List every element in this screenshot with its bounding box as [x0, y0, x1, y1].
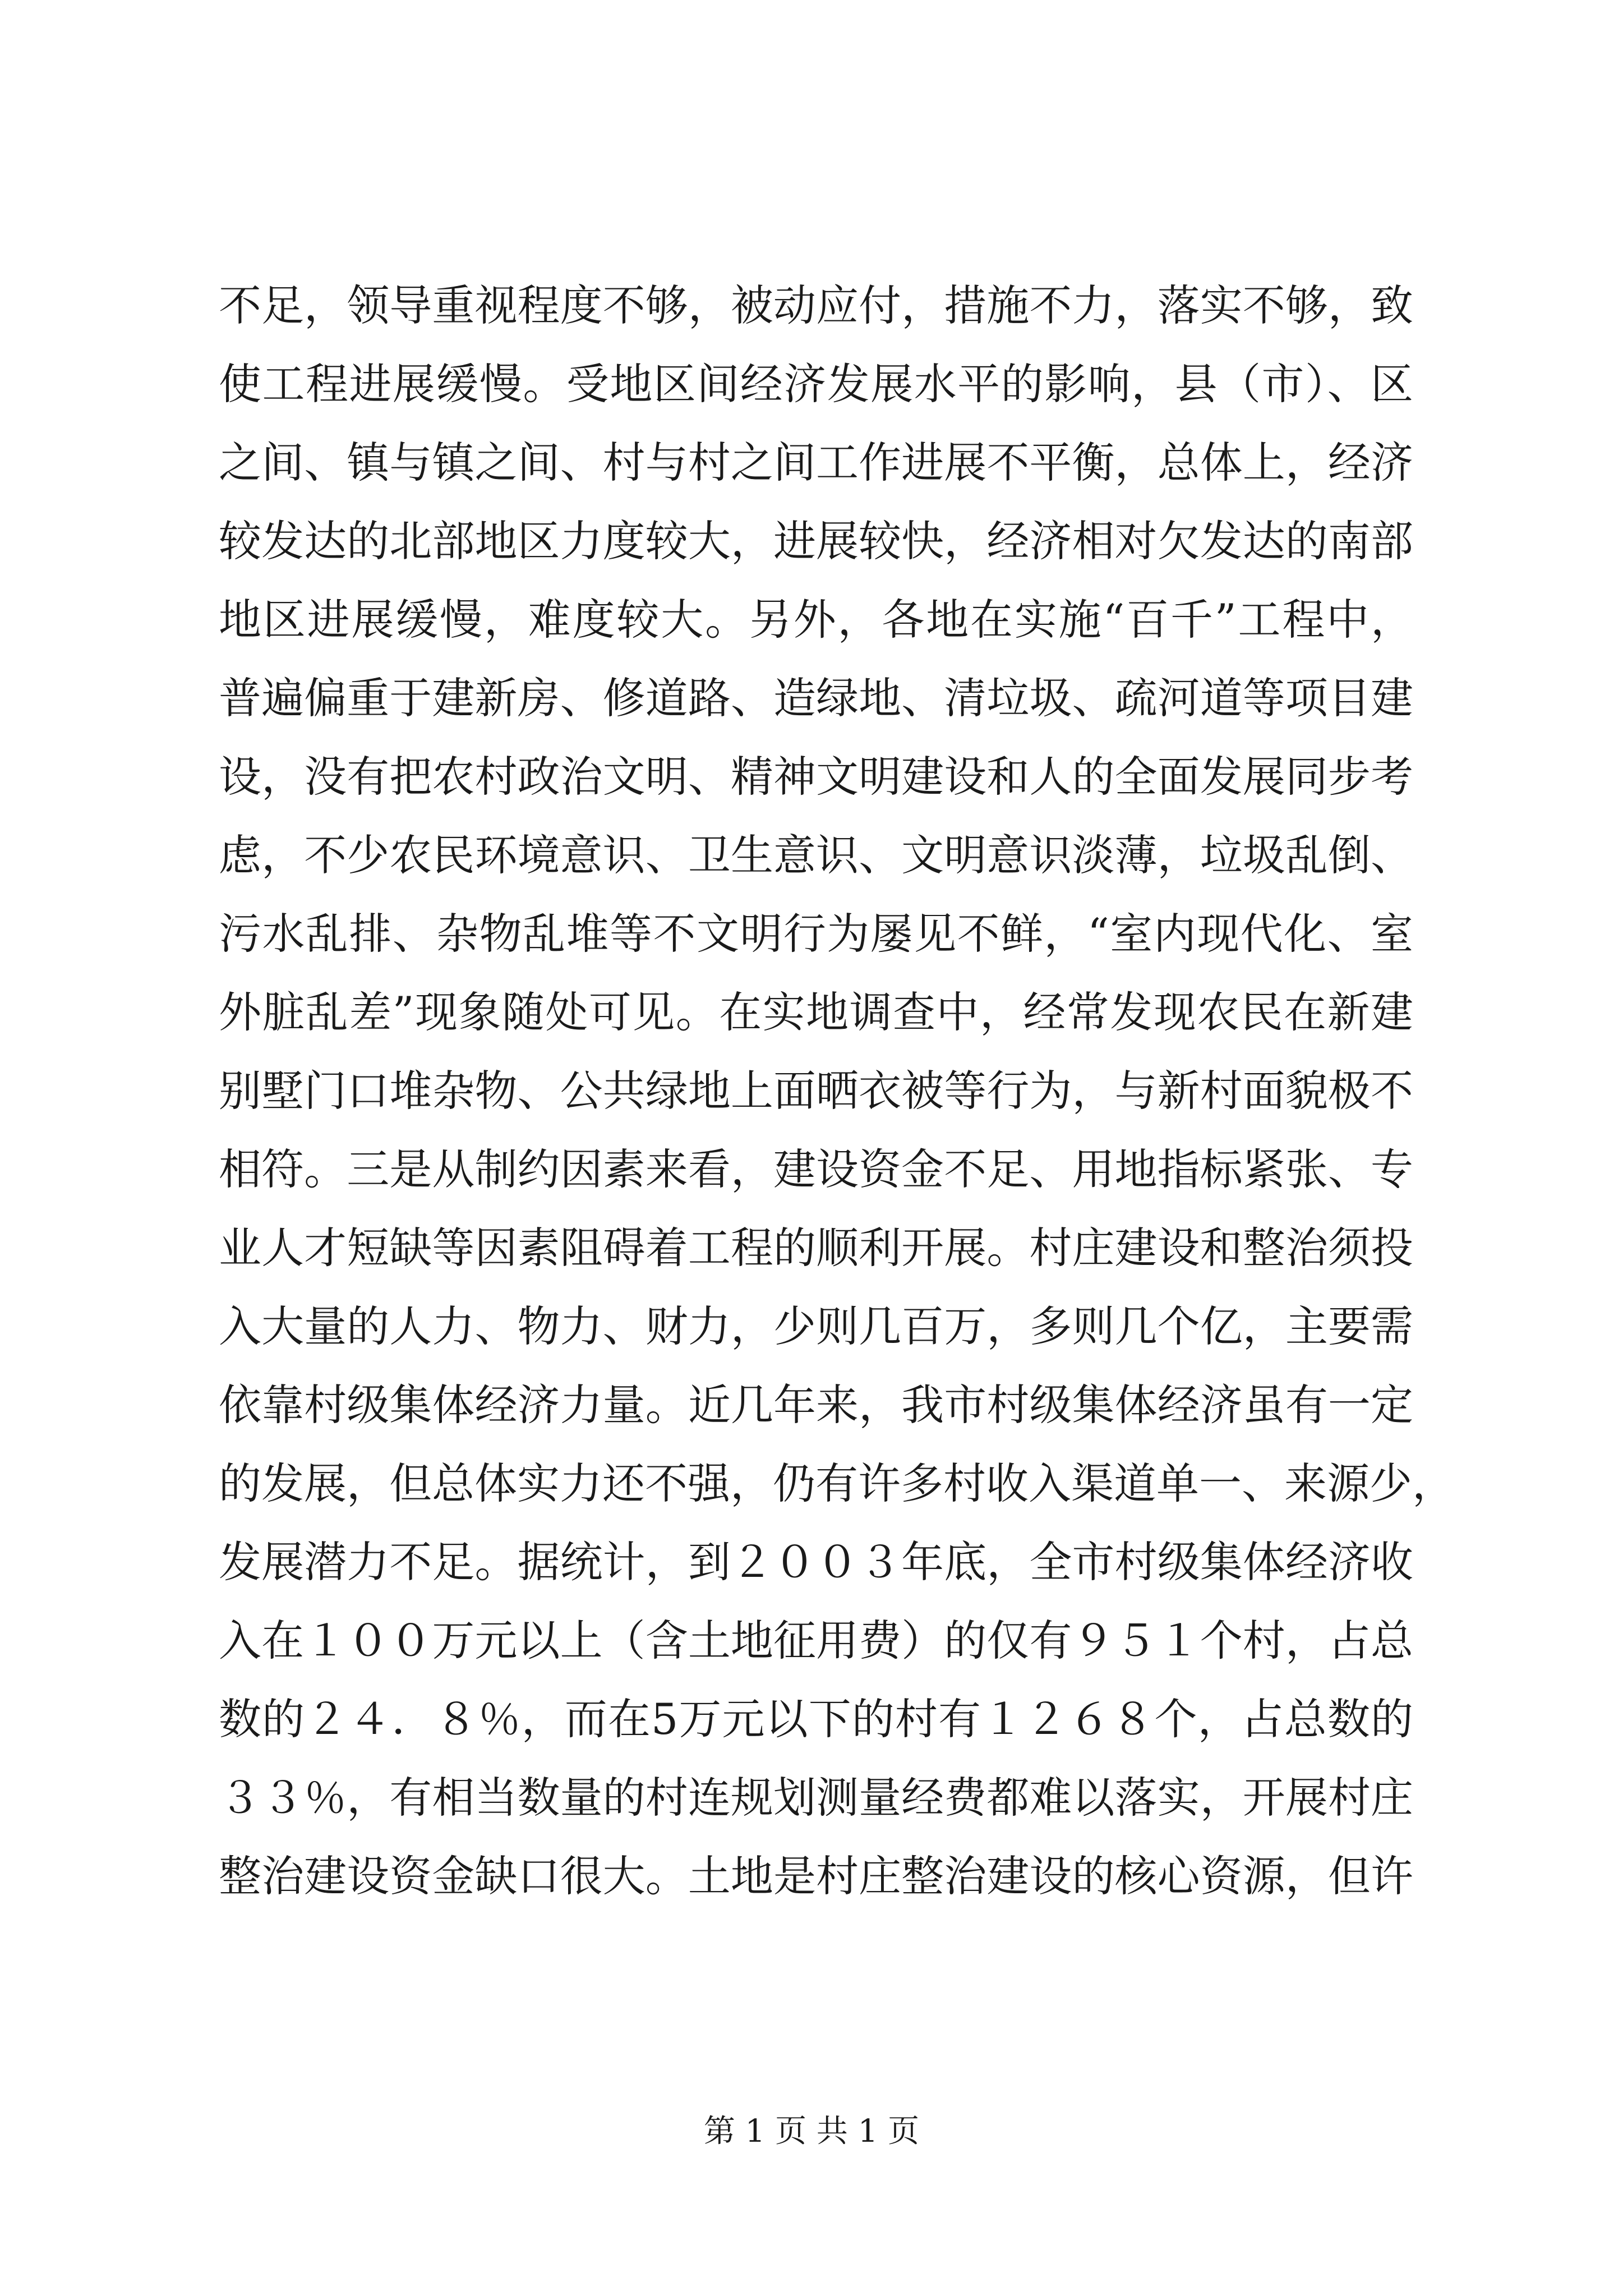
text-line-21: 整治建设资金缺口很大。土地是村庄整治建设的核心资源，但许	[219, 1851, 1413, 1901]
text-line-4: 较发达的北部地区力度较大，进展较快，经济相对欠发达的南部	[219, 516, 1413, 566]
text-line-2: 使工程进展缓慢。受地区间经济发展水平的影响，县（市）、区	[219, 359, 1413, 409]
text-line-5: 地区进展缓慢，难度较大。另外，各地在实施“百千”工程中，	[219, 595, 1413, 645]
text-line-20: ３３％，有相当数量的村连规划测量经费都难以落实，开展村庄	[219, 1773, 1413, 1823]
page-footer	[0, 2109, 1623, 2154]
text-line-16: 的发展，但总体实力还不强，仍有许多村收入渠道单一、来源少，	[219, 1458, 1455, 1508]
text-line-12: 相符。三是从制约因素来看，建设资金不足、用地指标紧张、专	[219, 1144, 1413, 1194]
text-line-8: 虑，不少农民环境意识、卫生意识、文明意识淡薄，垃圾乱倒、	[219, 830, 1413, 880]
text-line-18: 入在１００万元以上（含土地征用费）的仅有９５１个村，占总	[219, 1616, 1413, 1665]
text-line-1: 不足，领导重视程度不够，被动应付，措施不力，落实不够，致	[219, 280, 1413, 330]
text-line-11: 别墅门口堆杂物、公共绿地上面晒衣被等行为，与新村面貌极不	[219, 1066, 1413, 1116]
text-line-9: 污水乱排、杂物乱堆等不文明行为屡见不鲜，“室内现代化、室	[219, 909, 1413, 959]
page-number-label: 第 1 页 共 1 页	[703, 2113, 920, 2150]
text-line-7: 设，没有把农村政治文明、精神文明建设和人的全面发展同步考	[219, 752, 1413, 802]
text-line-3: 之间、镇与镇之间、村与村之间工作进展不平衡，总体上，经济	[219, 438, 1413, 487]
text-line-10: 外脏乱差”现象随处可见。在实地调查中，经常发现农民在新建	[219, 987, 1413, 1037]
text-line-19: 数的２４．８％，而在5万元以下的村有１２６８个，占总数的	[219, 1694, 1413, 1744]
body-text	[219, 266, 1455, 1916]
text-line-13: 业人才短缺等因素阻碍着工程的顺利开展。村庄建设和整治须投	[219, 1223, 1413, 1273]
text-line-15: 依靠村级集体经济力量。近几年来，我市村级集体经济虽有一定	[219, 1380, 1413, 1430]
text-line-14: 入大量的人力、物力、财力，少则几百万，多则几个亿，主要需	[219, 1301, 1413, 1351]
text-line-6: 普遍偏重于建新房、修道路、造绿地、清垃圾、疏河道等项目建	[219, 673, 1413, 723]
text-line-17: 发展潜力不足。据统计，到２００３年底，全市村级集体经济收	[219, 1537, 1413, 1587]
